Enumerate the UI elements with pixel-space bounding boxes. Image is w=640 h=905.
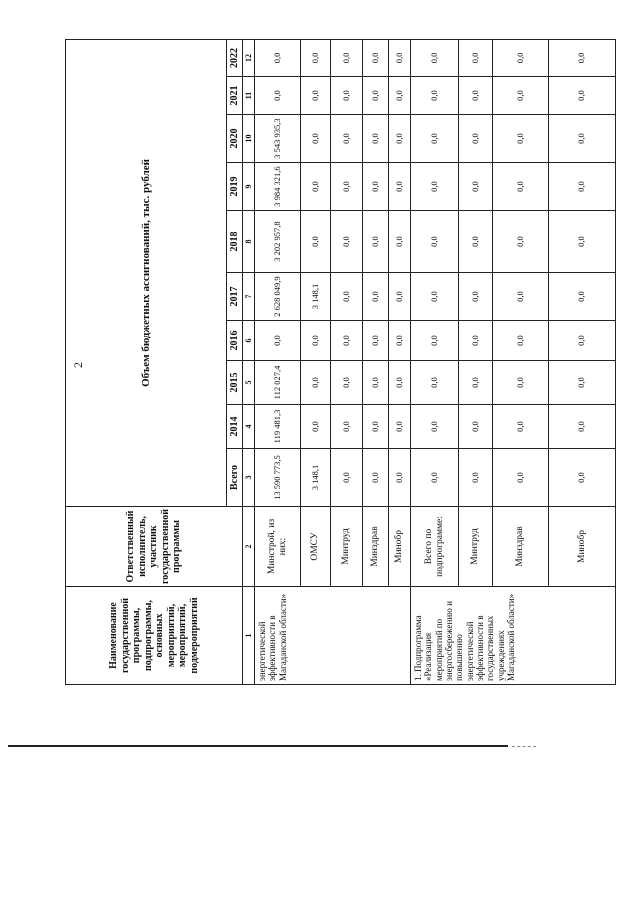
year-value-cell: 0,0 — [459, 77, 493, 115]
executor-cell: ОМСУ — [301, 507, 331, 587]
rotated-table-container — [65, 40, 587, 685]
total-value-cell: 13 590 773,5 — [255, 449, 301, 507]
year-value-cell: 0,0 — [411, 273, 459, 321]
executor-cell: Минтруд — [331, 507, 363, 587]
year-value-cell: 0,0 — [459, 163, 493, 211]
year-value-cell: 0,0 — [301, 405, 331, 449]
year-value-cell: 0,0 — [549, 361, 616, 405]
header-year: 2019 — [227, 163, 243, 211]
year-value-cell: 0,0 — [493, 321, 549, 361]
year-value-cell: 0,0 — [389, 163, 411, 211]
year-value-cell: 0,0 — [301, 77, 331, 115]
column-number: 4 — [243, 405, 255, 449]
executor-cell: Минтруд — [459, 507, 493, 587]
header-total: Всего — [227, 449, 243, 507]
table-body — [255, 39, 616, 684]
bottom-rule-tail — [512, 746, 536, 747]
year-value-cell: 112 027,4 — [255, 361, 301, 405]
executor-cell: Минздрав — [493, 507, 549, 587]
year-value-cell: 0,0 — [493, 115, 549, 163]
year-value-cell: 0,0 — [411, 115, 459, 163]
year-value-cell: 0,0 — [363, 115, 389, 163]
year-value-cell: 0,0 — [363, 361, 389, 405]
year-value-cell: 0,0 — [549, 211, 616, 273]
executor-cell: Минобр — [389, 507, 411, 587]
year-value-cell: 0,0 — [411, 39, 459, 76]
header-year: 2017 — [227, 273, 243, 321]
year-value-cell: 0,0 — [301, 115, 331, 163]
year-value-cell: 0,0 — [459, 211, 493, 273]
year-value-cell: 0,0 — [549, 321, 616, 361]
header-executor-column: Ответственный исполнитель, участник государственной программы — [66, 507, 243, 587]
year-value-cell: 0,0 — [389, 405, 411, 449]
year-value-cell: 0,0 — [363, 273, 389, 321]
year-value-cell: 119 481,3 — [255, 405, 301, 449]
year-value-cell: 0,0 — [411, 211, 459, 273]
year-value-cell: 3 543 935,3 — [255, 115, 301, 163]
header-year: 2021 — [227, 77, 243, 115]
column-number-row — [243, 39, 255, 684]
year-value-cell: 0,0 — [411, 163, 459, 211]
year-value-cell: 0,0 — [411, 361, 459, 405]
column-number: 5 — [243, 361, 255, 405]
column-number: 11 — [243, 77, 255, 115]
year-value-cell: 0,0 — [493, 273, 549, 321]
year-value-cell: 0,0 — [493, 405, 549, 449]
year-value-cell: 0,0 — [331, 115, 363, 163]
year-value-cell: 0,0 — [301, 211, 331, 273]
year-value-cell: 0,0 — [363, 321, 389, 361]
year-value-cell: 0,0 — [493, 163, 549, 211]
year-value-cell: 3 202 957,8 — [255, 211, 301, 273]
year-value-cell: 0,0 — [389, 39, 411, 76]
row-group-name: 1. Подпрограмма «Реализация мероприятий по энергосбережению и повышению энергетической эффективности в государственных учреждениях Магаданской области» — [411, 587, 616, 685]
year-value-cell: 0,0 — [389, 321, 411, 361]
bottom-rule — [8, 745, 508, 747]
year-value-cell: 0,0 — [255, 77, 301, 115]
header-year: 2015 — [227, 361, 243, 405]
column-number: 1 — [243, 587, 255, 685]
year-value-cell: 0,0 — [331, 273, 363, 321]
column-number: 2 — [243, 507, 255, 587]
year-value-cell: 0,0 — [331, 77, 363, 115]
year-value-cell: 0,0 — [389, 115, 411, 163]
year-value-cell: 0,0 — [255, 39, 301, 76]
year-value-cell: 0,0 — [493, 39, 549, 76]
executor-cell: Всего по подпрограмме: — [411, 507, 459, 587]
year-value-cell: 0,0 — [331, 321, 363, 361]
total-value-cell: 0,0 — [493, 449, 549, 507]
year-value-cell: 3 148,1 — [301, 273, 331, 321]
year-value-cell: 0,0 — [331, 405, 363, 449]
year-value-cell: 0,0 — [549, 405, 616, 449]
header-name-column: Наименование государственной программы, подпрограммы, основных мероприятий, мероприятий, подмероприятий — [66, 587, 243, 685]
table-header — [66, 39, 255, 684]
year-value-cell: 0,0 — [255, 321, 301, 361]
column-number: 3 — [243, 449, 255, 507]
year-value-cell: 0,0 — [549, 115, 616, 163]
year-value-cell: 0,0 — [549, 163, 616, 211]
budget-table-frame — [65, 40, 587, 685]
header-year: 2018 — [227, 211, 243, 273]
page-number: 2 — [71, 362, 85, 368]
year-value-cell: 0,0 — [331, 361, 363, 405]
total-value-cell: 0,0 — [459, 449, 493, 507]
column-number: 10 — [243, 115, 255, 163]
year-value-cell: 0,0 — [301, 321, 331, 361]
budget-table — [65, 39, 616, 685]
year-value-cell: 0,0 — [411, 77, 459, 115]
year-value-cell: 0,0 — [363, 405, 389, 449]
year-value-cell: 0,0 — [493, 211, 549, 273]
year-value-cell: 0,0 — [363, 163, 389, 211]
year-value-cell: 0,0 — [363, 211, 389, 273]
total-value-cell: 0,0 — [549, 449, 616, 507]
year-value-cell: 0,0 — [411, 405, 459, 449]
year-value-cell: 0,0 — [549, 39, 616, 76]
year-value-cell: 0,0 — [389, 361, 411, 405]
year-value-cell: 0,0 — [459, 321, 493, 361]
executor-cell: Минобр — [549, 507, 616, 587]
year-value-cell: 0,0 — [459, 405, 493, 449]
year-value-cell: 0,0 — [493, 77, 549, 115]
year-value-cell: 2 628 049,9 — [255, 273, 301, 321]
year-value-cell: 0,0 — [549, 77, 616, 115]
year-value-cell: 0,0 — [459, 39, 493, 76]
year-value-cell: 0,0 — [331, 211, 363, 273]
year-value-cell: 0,0 — [301, 39, 331, 76]
header-year: 2020 — [227, 115, 243, 163]
executor-cell: Минздрав — [363, 507, 389, 587]
total-value-cell: 0,0 — [411, 449, 459, 507]
table-row — [255, 39, 301, 684]
year-value-cell: 0,0 — [331, 39, 363, 76]
year-value-cell: 0,0 — [459, 115, 493, 163]
year-value-cell: 0,0 — [411, 321, 459, 361]
year-value-cell: 0,0 — [459, 361, 493, 405]
total-value-cell: 0,0 — [363, 449, 389, 507]
header-year: 2022 — [227, 39, 243, 76]
total-value-cell: 3 148,1 — [301, 449, 331, 507]
table-row — [411, 39, 459, 684]
year-value-cell: 0,0 — [331, 163, 363, 211]
year-value-cell: 0,0 — [389, 273, 411, 321]
column-number: 9 — [243, 163, 255, 211]
total-value-cell: 0,0 — [389, 449, 411, 507]
header-budget-title: Объем бюджетных ассигнований, тыс. рублей — [66, 39, 227, 506]
column-number: 8 — [243, 211, 255, 273]
year-value-cell: 0,0 — [389, 211, 411, 273]
header-year: 2014 — [227, 405, 243, 449]
header-year: 2016 — [227, 321, 243, 361]
year-value-cell: 0,0 — [301, 361, 331, 405]
year-value-cell: 0,0 — [363, 77, 389, 115]
year-value-cell: 0,0 — [363, 39, 389, 76]
total-value-cell: 0,0 — [331, 449, 363, 507]
year-value-cell: 0,0 — [389, 77, 411, 115]
year-value-cell: 0,0 — [459, 273, 493, 321]
column-number: 7 — [243, 273, 255, 321]
year-value-cell: 0,0 — [493, 361, 549, 405]
column-number: 6 — [243, 321, 255, 361]
row-group-name: энергетической эффективности в Магаданской области» — [255, 587, 411, 685]
year-value-cell: 0,0 — [301, 163, 331, 211]
year-value-cell: 0,0 — [549, 273, 616, 321]
year-value-cell: 3 984 321,6 — [255, 163, 301, 211]
executor-cell: Минстрой, из них: — [255, 507, 301, 587]
column-number: 12 — [243, 39, 255, 76]
